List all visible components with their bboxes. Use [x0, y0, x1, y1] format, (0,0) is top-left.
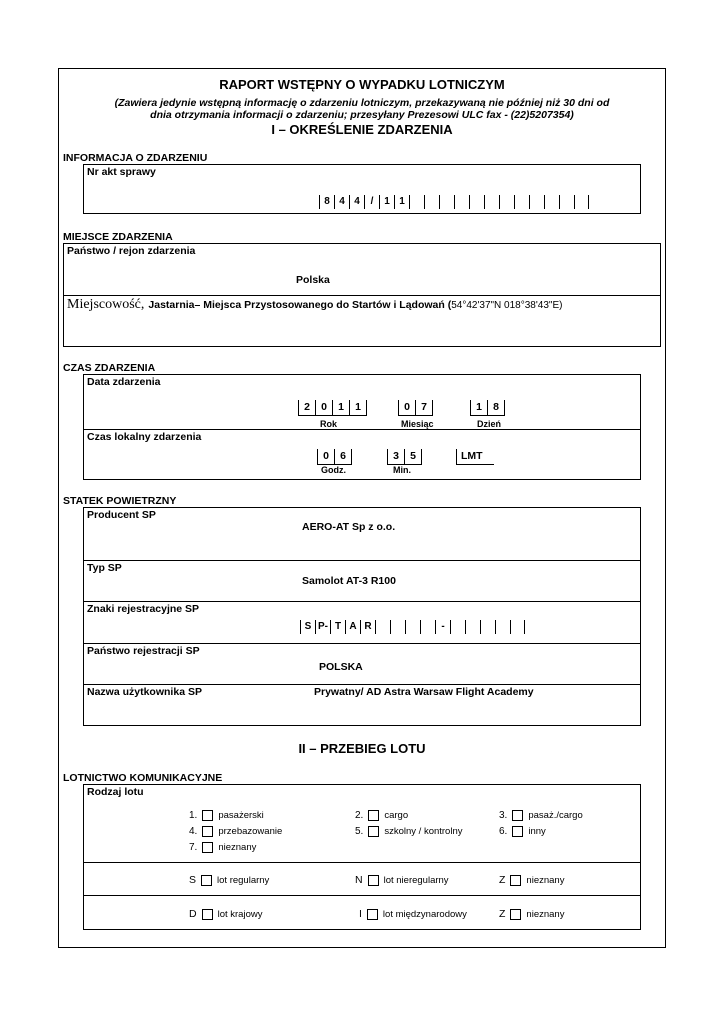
digit-cell: 0 [316, 400, 333, 415]
day-field[interactable] [470, 400, 505, 416]
char-cell [514, 195, 529, 209]
checkbox[interactable] [512, 810, 523, 821]
char-cell [510, 620, 525, 634]
manufacturer-label: Producent SP [87, 509, 156, 521]
option-training[interactable]: 5. szkolny / kontrolny [355, 826, 463, 837]
char-cell [480, 620, 495, 634]
day-caption: Dzień [477, 419, 502, 429]
option-ferry[interactable]: 4. przebazowanie [189, 826, 283, 837]
subtitle-line-2: dnia otrzymania informacji o zdarzeniu; przesyłany Prezesowi ULC fax - (22)5207354) [150, 109, 574, 121]
time-box [83, 374, 641, 480]
option-other[interactable]: 6. inny [499, 826, 546, 837]
char-cell [424, 195, 439, 209]
checkbox[interactable] [512, 826, 523, 837]
checkbox[interactable] [368, 875, 379, 886]
digit-cell: 1 [471, 400, 488, 415]
char-cell [450, 620, 465, 634]
char-cell [409, 195, 424, 209]
checkbox[interactable] [202, 810, 213, 821]
flight-divider-1 [83, 862, 641, 863]
char-cell [465, 620, 480, 634]
checkbox[interactable] [367, 909, 378, 920]
option-domestic[interactable]: D lot krajowy [189, 908, 263, 920]
aircraft-divider-4 [83, 684, 641, 685]
subtitle-line-1: (Zawiera jedynie wstępną informację o zdarzeniu lotniczym, przekazywaną nie później niż 30 dni od [114, 97, 610, 109]
hour-caption: Godz. [321, 465, 346, 475]
char-cell [469, 195, 484, 209]
char-cell [559, 195, 574, 209]
local-time-label: Czas lokalny zdarzenia [87, 431, 202, 443]
flight-section-label: LOTNICTWO KOMUNIKACYJNE [63, 772, 223, 784]
checkbox[interactable] [202, 909, 213, 920]
case-number-cells[interactable] [319, 193, 589, 209]
digit-cell: 5 [405, 449, 422, 464]
locality-row [67, 297, 562, 313]
option-regular[interactable]: S lot regularny [189, 874, 270, 886]
type-value[interactable]: Samolot AT-3 R100 [302, 575, 396, 587]
aircraft-divider-3 [83, 643, 641, 644]
checkbox[interactable] [510, 909, 521, 920]
checkbox[interactable] [202, 826, 213, 837]
locality-coords: 54°42'37"N 018°38'43"E) [451, 300, 563, 311]
char-cell: 1 [394, 195, 409, 209]
aircraft-divider-1 [83, 560, 641, 561]
char-cell: P- [315, 620, 330, 634]
char-cell: 8 [319, 195, 334, 209]
registry-country-value[interactable]: POLSKA [319, 661, 363, 673]
year-field[interactable] [298, 400, 367, 416]
hour-field[interactable] [317, 449, 352, 465]
checkbox[interactable] [201, 875, 212, 886]
char-cell [405, 620, 420, 634]
country-label: Państwo / rejon zdarzenia [67, 245, 196, 257]
char-cell: 1 [379, 195, 394, 209]
digit-cell: 8 [488, 400, 505, 415]
char-cell: 4 [334, 195, 349, 209]
char-cell [390, 620, 405, 634]
month-field[interactable] [398, 400, 433, 416]
year-caption: Rok [320, 419, 338, 429]
date-label: Data zdarzenia [87, 376, 161, 388]
manufacturer-value[interactable]: AERO-AT Sp z o.o. [302, 521, 396, 533]
digit-cell: 3 [388, 449, 405, 464]
char-cell [495, 620, 510, 634]
char-cell [439, 195, 454, 209]
month-caption: Miesiąc [401, 419, 434, 429]
digit-cell: 0 [318, 449, 335, 464]
char-cell: S [300, 620, 315, 634]
report-subtitle [58, 97, 666, 121]
part2-heading: II – PRZEBIEG LOTU [298, 741, 426, 756]
digit-cell: 6 [335, 449, 352, 464]
operator-value[interactable]: Prywatny/ AD Astra Warsaw Flight Academy [314, 686, 534, 698]
registry-country-label: Państwo rejestracji SP [87, 645, 200, 657]
country-value[interactable]: Polska [296, 274, 330, 286]
operator-label: Nazwa użytkownika SP [87, 686, 202, 698]
char-cell [574, 195, 589, 209]
locality-label: Miejscowość, [67, 297, 145, 312]
info-section-label: INFORMACJA O ZDARZENIU [63, 152, 208, 164]
locality-value[interactable]: Jastarnia– Miejsca Przystosowanego do Startów i Lądowań ( [148, 299, 452, 311]
char-cell: A [345, 620, 360, 634]
case-number-label: Nr akt sprawy [87, 166, 156, 178]
place-divider [63, 295, 661, 296]
char-cell: T [330, 620, 345, 634]
type-label: Typ SP [87, 562, 122, 574]
checkbox[interactable] [368, 810, 379, 821]
flight-divider-2 [83, 895, 641, 896]
option-regularity-unknown[interactable]: Z nieznany [499, 874, 565, 886]
registration-cells[interactable] [300, 618, 525, 634]
char-cell [454, 195, 469, 209]
char-cell: / [364, 195, 379, 209]
zone-value: LMT [461, 450, 483, 462]
minute-caption: Min. [393, 465, 411, 475]
option-unknown[interactable]: 7. nieznany [189, 842, 257, 853]
aircraft-section-label: STATEK POWIETRZNY [63, 495, 177, 507]
digit-cell: 1 [333, 400, 350, 415]
flight-kind-label: Rodzaj lotu [87, 786, 144, 798]
char-cell [484, 195, 499, 209]
time-section-label: CZAS ZDARZENIA [63, 362, 156, 374]
char-cell: 4 [349, 195, 364, 209]
report-title: RAPORT WSTĘPNY O WYPADKU LOTNICZYM [219, 77, 505, 92]
digit-cell: 1 [350, 400, 367, 415]
place-section-label: MIEJSCE ZDARZENIA [63, 231, 173, 243]
checkbox[interactable] [202, 842, 213, 853]
aircraft-divider-2 [83, 601, 641, 602]
char-cell: R [360, 620, 375, 634]
zone-field[interactable] [456, 449, 494, 465]
option-international[interactable]: I lot międzynarodowy [359, 908, 467, 920]
char-cell [529, 195, 544, 209]
minute-field[interactable] [387, 449, 422, 465]
checkbox[interactable] [510, 875, 521, 886]
option-scope-unknown[interactable]: Z nieznany [499, 908, 565, 920]
char-cell [420, 620, 435, 634]
checkbox[interactable] [368, 826, 379, 837]
digit-cell: 7 [416, 400, 433, 415]
option-passenger-cargo[interactable]: 3. pasaż./cargo [499, 810, 583, 821]
char-cell [375, 620, 390, 634]
registration-label: Znaki rejestracyjne SP [87, 603, 200, 615]
digit-cell: 2 [299, 400, 316, 415]
char-cell [544, 195, 559, 209]
digit-cell: 0 [399, 400, 416, 415]
char-cell: - [435, 620, 450, 634]
char-cell [499, 195, 514, 209]
option-passenger[interactable]: 1. pasażerski [189, 810, 264, 821]
time-divider [83, 429, 641, 430]
option-cargo[interactable]: 2. cargo [355, 810, 409, 821]
option-irregular[interactable]: N lot nieregularny [355, 874, 449, 886]
part1-heading: I – OKREŚLENIE ZDARZENIA [271, 122, 453, 137]
